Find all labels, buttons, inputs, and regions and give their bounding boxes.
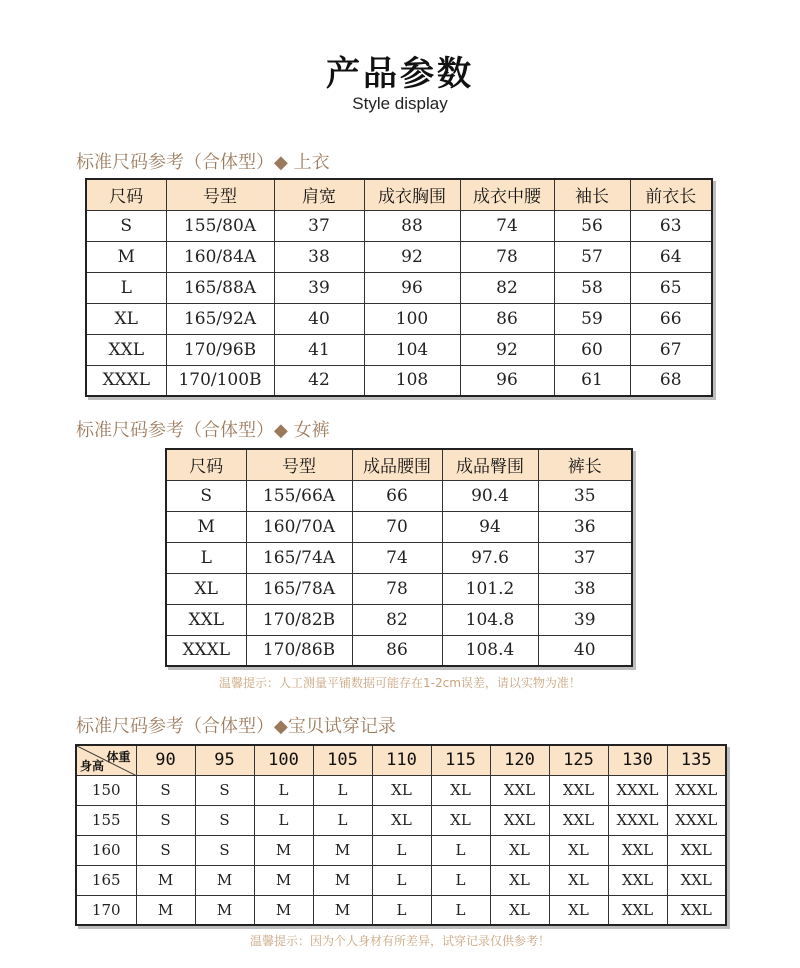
table-row: [76, 805, 726, 835]
trial-size-cell: XL: [490, 835, 549, 865]
trial-size-cell: L: [254, 805, 313, 835]
pants-cell: 35: [538, 480, 632, 511]
table-row: [166, 604, 632, 635]
trial-size-cell: XXL: [490, 805, 549, 835]
pants-size-table: [165, 448, 633, 667]
pants-cell: 104.8: [442, 604, 538, 635]
trial-weight-header: 120: [490, 745, 549, 775]
trial-size-cell: L: [431, 835, 490, 865]
pants-cell: 82: [352, 604, 442, 635]
trial-size-cell: S: [136, 775, 195, 805]
tops-col-header: 成衣胸围: [364, 179, 460, 210]
trial-header-row: [76, 745, 726, 775]
trial-size-cell: XL: [549, 895, 608, 925]
tops-cell: 63: [630, 210, 712, 241]
tops-cell: 165/92A: [166, 303, 274, 334]
trial-height-cell: 150: [76, 775, 136, 805]
tops-cell: 56: [554, 210, 630, 241]
tops-cell: 61: [554, 365, 630, 396]
trial-height-cell: 155: [76, 805, 136, 835]
trial-size-cell: XXXL: [608, 775, 667, 805]
tops-cell: XXL: [86, 334, 166, 365]
pants-cell: 66: [352, 480, 442, 511]
trial-size-cell: M: [136, 865, 195, 895]
trial-weight-header: 100: [254, 745, 313, 775]
pants-cell: 74: [352, 542, 442, 573]
trial-size-cell: M: [195, 895, 254, 925]
pants-cell: 170/86B: [246, 635, 352, 666]
trial-height-cell: 165: [76, 865, 136, 895]
trial-size-cell: XL: [490, 865, 549, 895]
trial-size-cell: XXL: [667, 865, 726, 895]
tops-cell: 64: [630, 241, 712, 272]
trial-size-cell: L: [254, 775, 313, 805]
pants-cell: 70: [352, 511, 442, 542]
pants-cell: XXXL: [166, 635, 246, 666]
trial-section-heading: 标准尺码参考（合体型）◆宝贝试穿记录: [76, 716, 396, 737]
trial-record-tip: 温馨提示：因为个人身材有所差异，试穿记录仅供参考！: [249, 934, 550, 948]
trial-height-cell: 170: [76, 895, 136, 925]
trial-size-cell: XL: [372, 805, 431, 835]
trial-size-cell: L: [372, 895, 431, 925]
tops-cell: 96: [364, 272, 460, 303]
table-row: [86, 241, 712, 272]
trial-size-cell: L: [431, 865, 490, 895]
trial-size-cell: XXL: [608, 835, 667, 865]
tops-cell: XL: [86, 303, 166, 334]
trial-fitting-table: [75, 744, 727, 926]
tops-cell: M: [86, 241, 166, 272]
tops-cell: 67: [630, 334, 712, 365]
tops-cell: 65: [630, 272, 712, 303]
tops-cell: 42: [274, 365, 364, 396]
pants-cell: 40: [538, 635, 632, 666]
table-row: [166, 573, 632, 604]
trial-size-cell: M: [313, 835, 372, 865]
trial-size-cell: M: [313, 865, 372, 895]
table-row: [86, 365, 712, 396]
tops-cell: 104: [364, 334, 460, 365]
pants-cell: XL: [166, 573, 246, 604]
tops-cell: 58: [554, 272, 630, 303]
tops-cell: 88: [364, 210, 460, 241]
trial-weight-header: 115: [431, 745, 490, 775]
trial-weight-header: 90: [136, 745, 195, 775]
pants-cell: 38: [538, 573, 632, 604]
trial-size-cell: M: [313, 895, 372, 925]
pants-cell: S: [166, 480, 246, 511]
tops-cell: 68: [630, 365, 712, 396]
pants-header-row: [166, 449, 632, 480]
pants-col-header: 成品臀围: [442, 449, 538, 480]
table-row: [166, 635, 632, 666]
tops-cell: 41: [274, 334, 364, 365]
trial-size-cell: M: [195, 865, 254, 895]
table-row: [86, 210, 712, 241]
tops-col-header: 前衣长: [630, 179, 712, 210]
tops-cell: 165/88A: [166, 272, 274, 303]
trial-weight-header: 110: [372, 745, 431, 775]
trial-size-cell: S: [195, 775, 254, 805]
pants-cell: 165/78A: [246, 573, 352, 604]
pants-cell: L: [166, 542, 246, 573]
tops-col-header: 成衣中腰: [460, 179, 554, 210]
corner-weight-label: 体重: [106, 750, 131, 764]
trial-size-cell: S: [136, 835, 195, 865]
pants-col-header: 号型: [246, 449, 352, 480]
trial-size-cell: XXL: [608, 865, 667, 895]
table-row: [166, 542, 632, 573]
trial-size-cell: S: [195, 805, 254, 835]
tops-cell: 160/84A: [166, 241, 274, 272]
trial-size-cell: S: [195, 835, 254, 865]
trial-size-cell: XXXL: [608, 805, 667, 835]
trial-size-cell: XXL: [667, 895, 726, 925]
table-row: [76, 895, 726, 925]
tops-cell: 57: [554, 241, 630, 272]
pants-cell: 86: [352, 635, 442, 666]
pants-cell: 160/70A: [246, 511, 352, 542]
trial-size-cell: S: [136, 805, 195, 835]
tops-cell: 38: [274, 241, 364, 272]
trial-weight-header: 105: [313, 745, 372, 775]
trial-size-cell: XXXL: [667, 775, 726, 805]
pants-cell: M: [166, 511, 246, 542]
table-row: [76, 865, 726, 895]
trial-size-cell: XXXL: [667, 805, 726, 835]
trial-height-cell: 160: [76, 835, 136, 865]
pants-cell: 78: [352, 573, 442, 604]
tops-cell: 86: [460, 303, 554, 334]
trial-size-cell: XL: [372, 775, 431, 805]
tops-cell: 39: [274, 272, 364, 303]
trial-size-cell: M: [136, 895, 195, 925]
tops-cell: 170/96B: [166, 334, 274, 365]
tops-cell: 74: [460, 210, 554, 241]
trial-size-cell: L: [313, 775, 372, 805]
table-row: [166, 511, 632, 542]
tops-cell: 60: [554, 334, 630, 365]
tops-cell: 78: [460, 241, 554, 272]
tops-cell: 37: [274, 210, 364, 241]
tops-cell: 40: [274, 303, 364, 334]
tops-cell: 59: [554, 303, 630, 334]
pants-cell: 97.6: [442, 542, 538, 573]
page-subtitle: Style display: [352, 94, 448, 113]
tops-col-header: 尺码: [86, 179, 166, 210]
trial-size-cell: XXL: [549, 775, 608, 805]
trial-size-cell: XXL: [490, 775, 549, 805]
tops-cell: 92: [460, 334, 554, 365]
pants-col-header: 尺码: [166, 449, 246, 480]
trial-size-cell: XL: [431, 775, 490, 805]
pants-cell: 90.4: [442, 480, 538, 511]
trial-size-cell: L: [313, 805, 372, 835]
pants-measurement-tip: 温馨提示：人工测量平铺数据可能存在1-2cm误差，请以实物为准！: [219, 676, 581, 690]
trial-size-cell: XL: [549, 865, 608, 895]
tops-cell: 100: [364, 303, 460, 334]
tops-cell: 82: [460, 272, 554, 303]
corner-height-label: 身高: [80, 758, 105, 773]
trial-size-cell: XL: [549, 835, 608, 865]
pants-col-header: 裤长: [538, 449, 632, 480]
pants-cell: 155/66A: [246, 480, 352, 511]
table-row: [86, 272, 712, 303]
trial-size-cell: XXL: [667, 835, 726, 865]
tops-cell: 66: [630, 303, 712, 334]
trial-size-cell: XL: [431, 805, 490, 835]
tops-cell: S: [86, 210, 166, 241]
trial-size-cell: XL: [490, 895, 549, 925]
tops-col-header: 肩宽: [274, 179, 364, 210]
trial-weight-header: 130: [608, 745, 667, 775]
trial-size-cell: L: [372, 835, 431, 865]
tops-cell: 92: [364, 241, 460, 272]
tops-size-table: [85, 178, 713, 397]
pants-cell: 165/74A: [246, 542, 352, 573]
pants-cell: 39: [538, 604, 632, 635]
trial-size-cell: L: [431, 895, 490, 925]
tops-cell: XXXL: [86, 365, 166, 396]
tops-cell: 96: [460, 365, 554, 396]
tops-cell: 108: [364, 365, 460, 396]
trial-weight-header: 135: [667, 745, 726, 775]
pants-cell: 36: [538, 511, 632, 542]
trial-weight-header: 125: [549, 745, 608, 775]
trial-size-cell: M: [254, 895, 313, 925]
table-row: [76, 775, 726, 805]
table-row: [86, 303, 712, 334]
pants-col-header: 成品腰围: [352, 449, 442, 480]
pants-section-heading: 标准尺码参考（合体型）◆ 女裤: [76, 420, 330, 441]
pants-cell: 101.2: [442, 573, 538, 604]
table-row: [76, 835, 726, 865]
tops-cell: 155/80A: [166, 210, 274, 241]
trial-size-cell: M: [254, 865, 313, 895]
trial-size-cell: M: [254, 835, 313, 865]
tops-col-header: 袖长: [554, 179, 630, 210]
pants-cell: 108.4: [442, 635, 538, 666]
tops-col-header: 号型: [166, 179, 274, 210]
trial-size-cell: L: [372, 865, 431, 895]
trial-size-cell: XXL: [549, 805, 608, 835]
tops-section-heading: 标准尺码参考（合体型）◆ 上衣: [76, 152, 330, 173]
table-row: [166, 480, 632, 511]
trial-corner-cell: [76, 745, 136, 775]
page-title: 产品参数: [326, 54, 474, 94]
pants-cell: 170/82B: [246, 604, 352, 635]
tops-cell: L: [86, 272, 166, 303]
pants-cell: XXL: [166, 604, 246, 635]
tops-cell: 170/100B: [166, 365, 274, 396]
pants-cell: 37: [538, 542, 632, 573]
pants-cell: 94: [442, 511, 538, 542]
trial-size-cell: XXL: [608, 895, 667, 925]
table-row: [86, 334, 712, 365]
trial-weight-header: 95: [195, 745, 254, 775]
tops-header-row: [86, 179, 712, 210]
